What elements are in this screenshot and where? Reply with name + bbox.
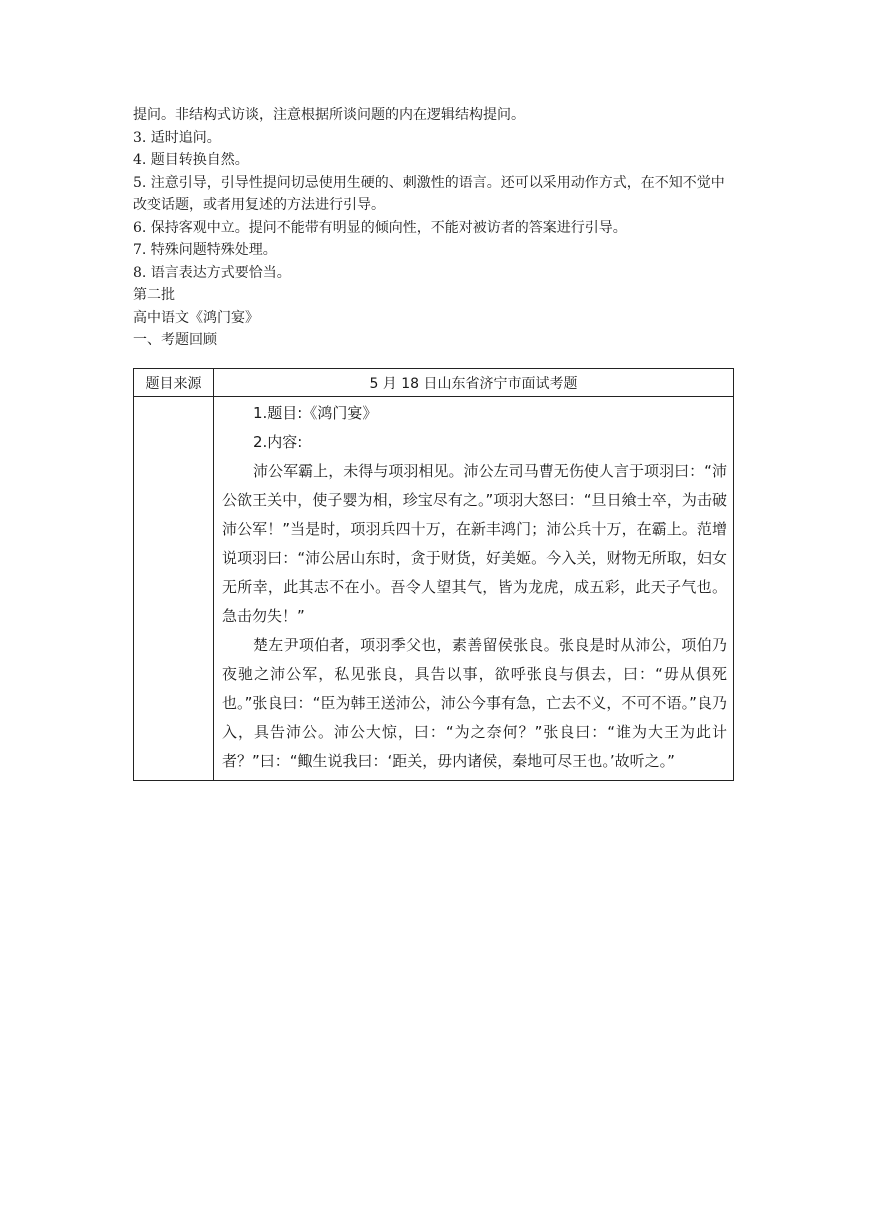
intro-text-block — [133, 104, 738, 352]
passage-paragraph-1: 沛公军霸上，未得与项羽相见。沛公左司马曹无伤使人言于项羽曰：“沛公欲王关中，使子婴为相，珍宝尽有之。”项羽大怒曰：“旦日飨士卒，为击破沛公军！”当是时，项羽兵四十万，在新丰鸿门；沛公兵十万，在霸上。范增说项羽曰：“沛公居山东时，贪于财货，好美姬。今入关，财物无所取，妇女无所幸，此其志不在小。吾令人望其气，皆为龙虎，成五彩，此天子气也。急击勿失！” — [222, 462, 727, 625]
intro-line: 7. 特殊问题特殊处理。 — [133, 242, 277, 258]
item-content-label: 2.内容: — [253, 433, 303, 451]
intro-line: 提问。非结构式访谈，注意根据所谈问题的内在逻辑结构提问。 — [133, 107, 525, 123]
table-header-row — [134, 369, 734, 397]
empty-label-cell — [134, 397, 214, 781]
exam-question-table — [133, 368, 734, 781]
item-title: 1.题目:《鸿门宴》 — [253, 404, 378, 422]
passage-paragraph-2: 楚左尹项伯者，项羽季父也，素善留侯张良。张良是时从沛公，项伯乃夜驰之沛公军，私见张良，具告以事，欲呼张良与俱去，曰：“毋从俱死也。”张良曰：“臣为韩王送沛公，沛公今事有急，亡去不义，不可不语。”良乃入，具告沛公。沛公大惊，曰：“为之奈何？”张良曰：“谁为大王为此计者？”曰：“鲰生说我曰：‘距关，毋内诸侯，秦地可尽王也。’故听之。” — [222, 636, 727, 770]
intro-line: 4. 题目转换自然。 — [133, 152, 249, 168]
header-label-cell: 题目来源 — [134, 369, 214, 397]
intro-line: 3. 适时追问。 — [133, 129, 221, 146]
intro-line: 5. 注意引导，引导性提问切忌使用生硬的、刺激性的语言。还可以采用动作方式，在不知不觉中改变话题，或者用复述的方法进行引导。 — [133, 174, 725, 213]
table-content-row — [134, 397, 734, 781]
content-cell — [214, 397, 734, 781]
lesson-title: 高中语文《鸿门宴》 — [133, 309, 259, 326]
section-heading: 第二批 — [133, 287, 175, 303]
intro-line: 8. 语言表达方式要恰当。 — [133, 264, 291, 281]
header-value-cell: 5 月 18 日山东省济宁市面试考题 — [214, 369, 734, 397]
intro-line: 6. 保持客观中立。提问不能带有明显的倾向性，不能对被访者的答案进行引导。 — [133, 219, 627, 236]
subsection-heading: 一、考题回顾 — [133, 332, 217, 348]
